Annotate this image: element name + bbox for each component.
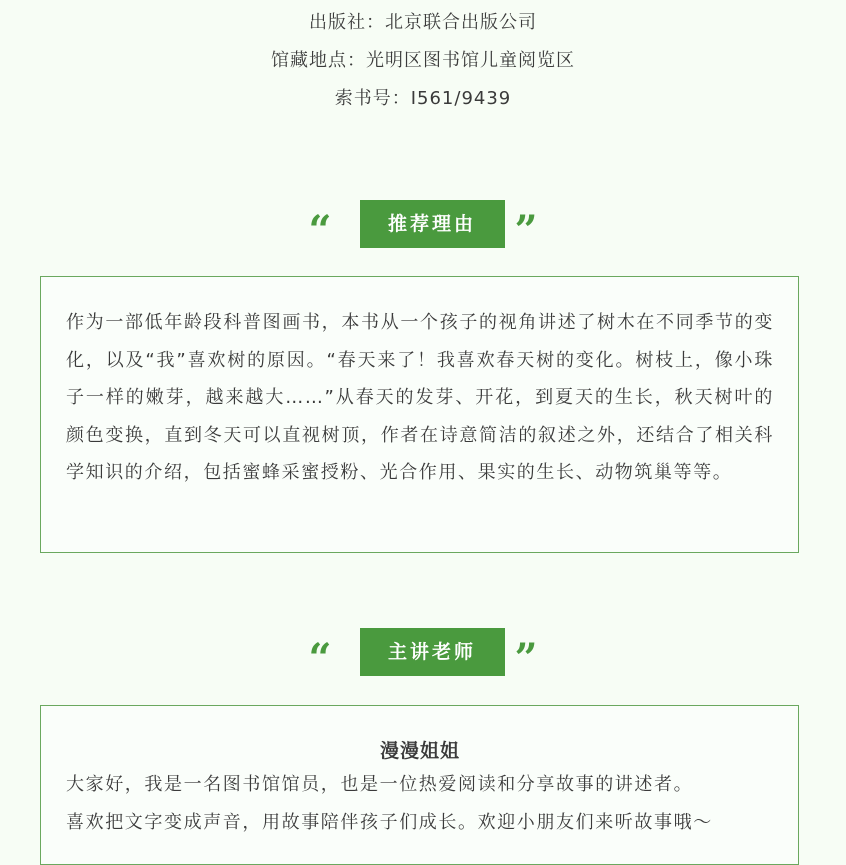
- teacher-title: 主讲老师: [360, 628, 505, 676]
- teacher-name: 漫漫姐姐: [379, 740, 460, 762]
- teacher-intro-line1: 大家好，我是一名图书馆馆员，也是一位热爱阅读和分享故事的讲述者。: [66, 774, 694, 795]
- open-quote-icon: “: [308, 635, 332, 682]
- recommend-section-header: [0, 200, 846, 254]
- recommend-box: [40, 276, 799, 553]
- close-quote-icon: ”: [514, 635, 538, 682]
- close-quote-icon: ”: [514, 207, 538, 254]
- recommend-body: 作为一部低年龄段科普图画书，本书从一个孩子的视角讲述了树木在不同季节的变化，以及“我”喜欢树的原因。“春天来了！我喜欢春天树的变化。树枝上，像小珠子一样的嫩芽，越来越大……”从春天的发芽、开花，到夏天的生长，秋天树叶的颜色变换，直到冬天可以直视树顶，作者在诗意简洁的叙述之外，还结合了相关科学知识的介绍，包括蜜蜂采蜜授粉、光合作用、果实的生长、动物筑巢等等。: [66, 312, 774, 483]
- location-text: 馆藏地点：光明区图书馆儿童阅览区: [271, 50, 575, 71]
- teacher-intro-line2: 喜欢把文字变成声音，用故事陪伴孩子们成长。欢迎小朋友们来听故事哦～: [66, 811, 713, 833]
- recommend-title: 推荐理由: [360, 200, 505, 248]
- call-number-text: 索书号：I561/9439: [334, 88, 512, 109]
- teacher-box: [40, 705, 799, 865]
- book-info: [0, 4, 846, 118]
- teacher-section-header: [0, 628, 846, 682]
- open-quote-icon: “: [308, 207, 332, 254]
- publisher-text: 出版社：北京联合出版公司: [309, 12, 537, 33]
